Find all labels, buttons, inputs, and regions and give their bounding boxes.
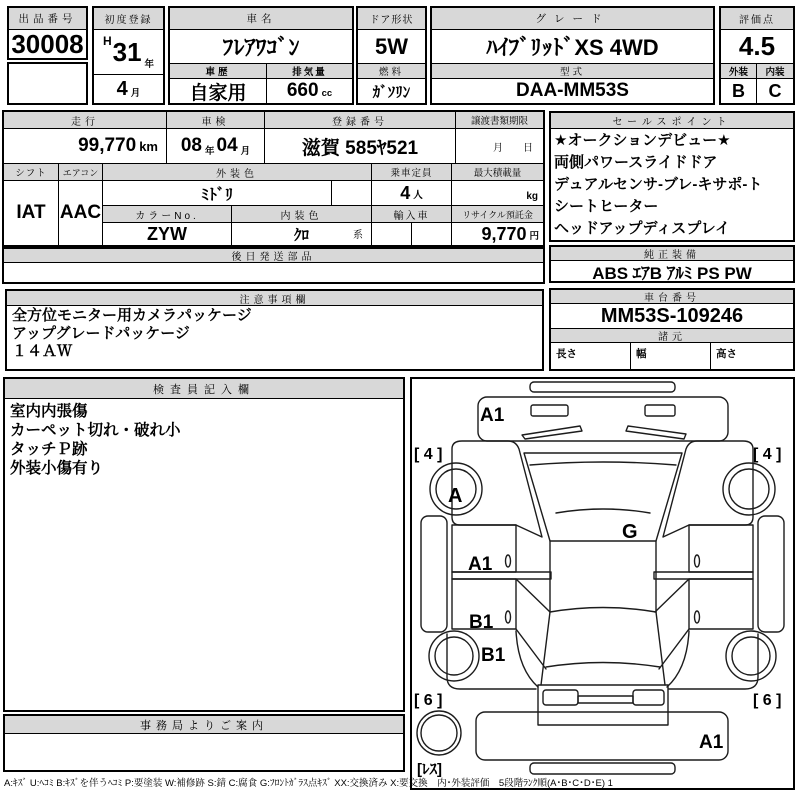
max-load-value: kg xyxy=(452,181,543,206)
wiper-left xyxy=(522,426,582,439)
legend-footer: A:ｷｽﾞ U:ﾍｺﾐ B:ｷｽﾞを伴うﾍｺﾐ P:要塗装 W:補修跡 S:錆 C:腐食 G:ﾌﾛﾝﾄｶﾞﾗｽ点ｷｽﾞ XX:交換済み X:要交換 内･外装評価 5段階ﾗﾝｸ順(A･B･C･D･E) 1 xyxy=(4,778,613,789)
score-value: 4.5 xyxy=(721,30,793,64)
note-line: １４ＡＷ xyxy=(12,343,73,360)
front-wheel-damage-mark: A xyxy=(448,485,463,507)
note-line: アップグレードパッケージ xyxy=(12,325,190,342)
sales-point-line: シートヒーター xyxy=(554,198,659,215)
height-label: 高さ xyxy=(716,348,737,360)
car-top-view-diagram xyxy=(412,379,793,788)
auction-number-box xyxy=(7,6,88,60)
spare-tire xyxy=(417,711,461,755)
length-label: 長さ xyxy=(551,343,631,369)
transfer-deadline-label: 譲渡書類期限 xyxy=(456,112,543,129)
score-box xyxy=(719,6,795,105)
rear-left-wheel xyxy=(429,631,479,681)
hood-damage-mark: A1 xyxy=(480,405,505,426)
headlight-right xyxy=(645,405,675,416)
grade-label: グレード xyxy=(432,8,713,30)
month-unit: 月 xyxy=(130,88,141,99)
aircon-value: AAC xyxy=(59,181,103,245)
mileage-unit: km xyxy=(139,138,158,154)
history-label: 車歴 xyxy=(170,64,267,79)
registration-table xyxy=(2,110,545,247)
front-fender xyxy=(452,441,542,537)
quarter-damage-mark: B1 xyxy=(481,645,506,666)
aircon-label: エアコン xyxy=(59,164,103,181)
exterior-color-value: ﾐﾄﾞﾘ xyxy=(103,181,332,206)
sales-point-line: ヘッドアップディスプレイ xyxy=(554,220,730,237)
rear-door-damage-mark: B1 xyxy=(469,612,494,633)
front-door-damage-mark: A1 xyxy=(468,554,493,575)
transfer-deadline-value: 月 日 xyxy=(456,129,543,164)
month-value: 4 xyxy=(116,77,128,100)
front-bumper xyxy=(530,382,675,392)
notes-label: 注意事項欄 xyxy=(7,291,542,306)
car-diagram-box xyxy=(410,377,795,790)
rear-right-wheel-inner xyxy=(732,637,770,675)
exterior-grade-label: 外装 xyxy=(721,64,757,79)
front-right-wheel xyxy=(723,463,775,515)
equipment-value: ABS ｴｱB ｱﾙﾐ PS PW xyxy=(592,263,752,281)
later-parts-box xyxy=(2,247,545,284)
era-mark: H xyxy=(102,34,112,48)
equipment-label: 純正装備 xyxy=(551,247,793,261)
displacement-value xyxy=(267,79,352,103)
chassis-label: 車台番号 xyxy=(551,290,793,304)
inspector-line: 室内内張傷 xyxy=(10,403,88,420)
door-shape-value: 5W xyxy=(358,30,425,64)
door-shape-box xyxy=(356,6,427,105)
registration-number-label: 登録番号 xyxy=(265,112,456,129)
fuel-value: ｶﾞｿﾘﾝ xyxy=(372,83,411,101)
first-registration-label: 初度登録 xyxy=(94,8,163,30)
mileage-number: 99,770 xyxy=(78,135,137,156)
door-shape-label: ドア形状 xyxy=(358,8,425,30)
shaken-label: 車検 xyxy=(167,112,265,129)
front-tire-depth-right: [ 4 ] xyxy=(753,446,782,463)
chassis-value: MM53S-109246 xyxy=(551,304,793,329)
auction-number-empty-box xyxy=(7,62,88,105)
front-right-wheel-inner xyxy=(729,469,769,509)
inspector-label: 検査員記入欄 xyxy=(5,379,403,399)
windshield xyxy=(524,453,682,541)
color-number-label: カラーNo. xyxy=(103,206,232,223)
license-strip xyxy=(578,696,633,703)
recycle-deposit-value xyxy=(452,223,543,245)
max-load-label: 最大積載量 xyxy=(452,164,543,181)
hood-panel xyxy=(478,397,728,441)
tail-lamp-right xyxy=(633,690,664,705)
exterior-color-label: 外装色 xyxy=(103,164,372,181)
chassis-box xyxy=(549,288,795,371)
rear-right-wheel xyxy=(726,631,776,681)
import-label: 輸入車 xyxy=(372,206,452,223)
color-number-value: ZYW xyxy=(103,223,232,245)
inspector-line: 外装小傷有り xyxy=(10,460,104,477)
width-label: 幅 xyxy=(631,343,711,369)
fuel-label: 燃料 xyxy=(358,64,425,79)
windshield-top-band xyxy=(530,462,676,465)
displacement-number: 660 xyxy=(286,80,319,101)
inspector-line: タッチＰ跡 xyxy=(10,441,88,458)
office-notice-box xyxy=(3,714,405,772)
equipment-box xyxy=(549,245,795,283)
interior-grade-value: C xyxy=(768,80,782,101)
front-tire-depth-left: [ 4 ] xyxy=(414,446,443,463)
inspector-line: カーペット切れ・破れ小 xyxy=(10,422,181,439)
model-code-label: 型式 xyxy=(432,64,713,79)
import-cell-2 xyxy=(412,223,452,245)
shaken-year-unit: 年 xyxy=(204,146,215,157)
capacity-value xyxy=(372,181,452,206)
shaken-year: 08 xyxy=(180,135,202,156)
interior-color-name: ｸﾛ xyxy=(293,226,309,244)
capacity-unit: 人 xyxy=(413,190,423,201)
side-sill xyxy=(421,516,447,632)
notes-box xyxy=(5,289,544,371)
note-line: 全方位モニター用カメラパッケージ xyxy=(12,307,252,324)
exterior-color-extra-cell xyxy=(332,181,372,206)
grade-value: ﾊｲﾌﾞﾘｯﾄﾞXS 4WD xyxy=(432,30,713,64)
rear-glass-curve xyxy=(546,663,660,668)
spec-label: 諸元 xyxy=(551,329,793,343)
auction-number-value: 30008 xyxy=(11,30,84,58)
interior-color-suffix: 系 xyxy=(353,230,363,241)
quarter-fold-lower xyxy=(516,629,546,669)
headlight-left xyxy=(531,405,568,416)
grade-box xyxy=(430,6,715,105)
shaken-month: 04 xyxy=(216,135,238,156)
spare-tire-inner xyxy=(421,715,457,751)
history-value: 自家用 xyxy=(170,79,267,103)
later-parts-label: 後日発送部品 xyxy=(4,249,543,263)
recycle-deposit-label: リサイクル預託金 xyxy=(452,206,543,223)
registration-number-value: 滋賀 585ﾔ521 xyxy=(265,129,456,164)
quarter-fold-upper xyxy=(516,579,550,612)
quarter-edge xyxy=(516,631,538,687)
wiper-right xyxy=(626,426,686,439)
rear-door-handle xyxy=(506,611,511,623)
rear-glass-left-edge xyxy=(541,612,550,685)
spare-tire-mark: [ﾚｽ] xyxy=(417,761,442,778)
capacity-number: 4 xyxy=(400,182,411,203)
inspector-list xyxy=(5,399,403,478)
shaken-month-unit: 月 xyxy=(240,146,251,157)
rear-glass-right-edge xyxy=(656,612,665,685)
import-cell-1 xyxy=(372,223,412,245)
rear-left-wheel-inner xyxy=(435,637,473,675)
car-name-value: ﾌﾚｱﾜｺﾞﾝ xyxy=(170,30,352,64)
tail-lamp-left xyxy=(543,690,578,705)
car-name-box xyxy=(168,6,354,105)
capacity-label: 乗車定員 xyxy=(372,164,452,181)
recycle-unit: 円 xyxy=(529,231,539,242)
recycle-number: 9,770 xyxy=(481,223,527,244)
rear-tire-depth-left: [ 6 ] xyxy=(414,692,443,709)
notes-list xyxy=(7,306,542,361)
sales-point-line: 両側パワースライドドア xyxy=(554,154,718,171)
shift-label: シフト xyxy=(4,164,59,181)
interior-color-value xyxy=(232,223,372,245)
roof-rear-curve xyxy=(550,608,656,613)
tailgate-panel xyxy=(476,712,728,760)
score-label: 評価点 xyxy=(721,8,793,30)
sales-point-line: ★オークションデビュー★ xyxy=(554,132,731,149)
exterior-grade-value: B xyxy=(721,79,757,103)
first-registration-month xyxy=(94,75,163,103)
first-registration-box xyxy=(92,6,165,105)
displacement-unit: cc xyxy=(321,88,333,99)
year-value: 31 xyxy=(112,36,142,67)
front-door-handle xyxy=(506,555,511,567)
glass-damage-mark: G xyxy=(622,521,638,543)
rear-bumper xyxy=(530,763,675,774)
rear-damage-mark: A1 xyxy=(699,732,724,753)
rear-tire-depth-right: [ 6 ] xyxy=(753,692,782,709)
sales-points-label: セールスポイント xyxy=(551,113,793,129)
sales-points-box xyxy=(549,111,795,242)
mileage-value xyxy=(4,129,167,164)
auction-number-label: 出品番号 xyxy=(9,8,86,30)
displacement-label: 排気量 xyxy=(267,64,352,79)
sales-points-list xyxy=(551,129,793,240)
car-name-label: 車名 xyxy=(170,8,352,30)
model-code-value: DAA-MM53S xyxy=(516,80,629,101)
shift-value: IAT xyxy=(4,181,59,245)
year-unit: 年 xyxy=(144,59,155,70)
office-notice-label: 事務局よりご案内 xyxy=(5,716,403,734)
sales-point-line: デュアルセンサ-ブレ-キサポ-ト xyxy=(554,176,763,193)
interior-grade-label: 内装 xyxy=(757,64,793,79)
inspector-box xyxy=(3,377,405,712)
first-registration-year xyxy=(94,30,163,75)
belt-line xyxy=(452,572,551,579)
interior-color-label: 内装色 xyxy=(232,206,372,223)
windshield-bottom-curve xyxy=(556,509,650,513)
shaken-value xyxy=(167,129,265,164)
mileage-label: 走行 xyxy=(4,112,167,129)
